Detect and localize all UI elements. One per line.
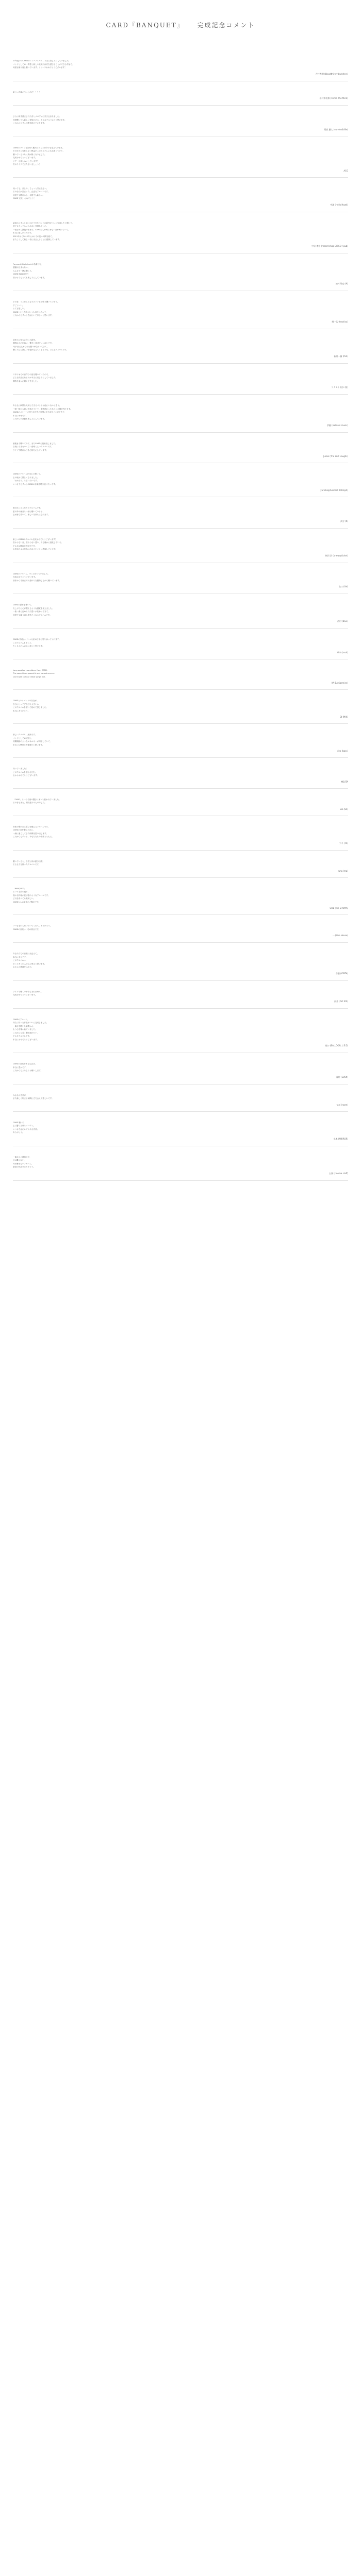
comment-item (13, 212, 348, 253)
page (13, 0, 348, 1181)
comment-text: CARDのアルバム、ずっと待っていました。 完成おめでとうございます。 前作から今作までの道のりを想像しながら聴いています。 (13, 572, 61, 582)
comment-item (13, 943, 348, 981)
comment-item (13, 463, 348, 497)
comment-item (13, 529, 348, 563)
comment-item (13, 291, 348, 329)
comment-item (13, 253, 348, 292)
comment-item (13, 497, 348, 529)
comment-item (13, 629, 348, 659)
title-caption: 完成記念コメント (197, 22, 255, 29)
comment-text: 新しいCARDのアルバム完成おめでとうございます！ 変わらない音、変わらない想い、でも確かに進化している。 そんなCARDが大好きです。 心を揺さぶる作品に出会えたことに感謝しています。 (13, 538, 63, 550)
comment-author: Oda (rock) (337, 651, 348, 654)
comment-author: ツキ (FS) (339, 841, 348, 844)
comment-item (13, 1053, 348, 1084)
comment-author: 山口 (Ilai) (338, 585, 348, 588)
comment-text: 結成からずっと追いかけてきたバンドの新作がついに完成したと聞いて、 居ても立ってもいられない気持ちでした。 一曲目から最後の曲まで、CARDにしか鳴らせない音が鳴っていて、 本当に嬉しかったです。 2011年から2012年にかけての長い時間を経て、 またこうして新しい音に出会えることに感謝しています。 (13, 222, 74, 241)
comment-text: CARDのアルバム、 待ちに待った作品がついに完成しました。 一曲目を聴いた瞬間から、 もう心を奪われていました。 これからも長く聴き続けたい、 そんなアルバムです。 本当におめでとうございます。 (13, 1018, 48, 1041)
comment-text: Long awaited new album from CARD. The sound is as powerful and honest as ever. Can't wait to hear these songs live. (13, 669, 55, 678)
comment-author: MOUTA (340, 780, 348, 783)
comment-text: 一曲目から最後まで、 目が離せない、 耳が離せないアルバム。 最高の作品をありがとう。 (13, 1156, 36, 1168)
comment-author: 新井一樹 (fish) (334, 354, 348, 358)
comment-author: Junko (The Lost Laughs) (323, 455, 348, 457)
comment-text: 聴いていると、自然と体が動き出す。 そんな力を持ったアルバムです。 (13, 860, 44, 866)
comment-text: スタジオでの音作りの話を聞いていたので、 どんな作品になるのか本当に楽しみにしていました。 期待を遥かに超えてきました。 (13, 373, 58, 382)
comment-author: wa (SS) (340, 807, 348, 810)
comment-item (13, 690, 348, 724)
comment-text: 前作から待ちに待った新作。 期待以上の内容に、驚きと喜びでいっぱいです。 1曲1曲に込められた想いが伝わってきて、 聴くたびに新しい景色が見えてくるような、そんなアルバムです。 (13, 338, 69, 351)
comment-text: あなたたちの音楽に出会えて、 本当に幸せです。 このアルバムは、 きっと多くの人の心に残ると思います。 心からの感謝を込めて。 (13, 953, 46, 968)
comment-author: 柏村 敏史 (A) (335, 282, 348, 285)
comment-item (13, 106, 348, 137)
comment-text: CARDのライブを初めて観た日のことを今でも覚えています。 あの日から変わらない熱量がこのアルバムにも詰まっていて、 聴いているうちに胸が熱くなりました。 完成おめでとうございます。 ツアーも楽しみにしています！ 次のライブでまた会いましょう！ (13, 146, 65, 165)
comment-author: 阿部 慶太 (survive/killie) (324, 128, 348, 131)
comment-item (13, 915, 348, 943)
comment-item (13, 724, 348, 758)
comment-item (13, 758, 348, 789)
comment-author: 西村 (blue) (337, 620, 348, 622)
comment-item (13, 364, 348, 395)
comment-text: 最後まで聴いてみて、またCARDに惚れ直しました。 言葉にできないくらい素晴らしいアルバムです。 ライブで聴ける日を心待ちにしています。 (13, 442, 57, 451)
comment-text: ライブで聴くのが待ちきれません。 完成おめでとうございます。 (13, 990, 43, 996)
comment-text: CARDのアルバムが出ると聞いて、 心の底から嬉しくなりました。 「おかえり」と言いたいです。 いつまでもずっとCARDの音楽を聴き続けたいです。 (13, 473, 57, 485)
comment-text: CARDというバンドの存在が、 自分にとってどれだけ大きいか、 このアルバムを聴いて改めて感じました。 本当にありがとう。 (13, 700, 48, 712)
comment-item (13, 433, 348, 464)
comment-item (13, 563, 348, 595)
comment-text: 知ってる。楽しみ。ちょっと気になる〜。 その全てが詰まった、正直なアルバムです。 何度でも聴けるし、何度でも新しい。 CARD 完成、おめでとう！ (13, 187, 50, 199)
comment-item (13, 851, 348, 878)
comment-author: 藤村 (EVEN) (336, 1075, 348, 1078)
comment-author: 武谷 (R) (340, 519, 348, 522)
comment-item (13, 81, 348, 106)
comment-author: KA-BA (jasmine) (331, 682, 348, 684)
comment-item (13, 395, 348, 433)
comment-item (13, 1084, 348, 1112)
comment-item (13, 878, 348, 916)
comment-author: 山村和次郎 (Climb The Mind) (319, 97, 348, 99)
comment-author: kiyo (bass) (337, 750, 348, 752)
title-album: CARD『BANQUET』 (106, 22, 184, 29)
comment-text: 新しいアルバム、最高です。 バンドとしての成熟と、 初期衝動のようなエネルギーが同居していて、 まさにCARDの真骨頂だと思います。 (13, 734, 52, 746)
comment-item (13, 1146, 348, 1181)
comment-author: 堀一弘 (tractiva) (332, 320, 348, 323)
comment-author: 一 (Live House) (332, 934, 348, 937)
comment-author: 水本 (MIRROR) (333, 1137, 348, 1140)
comment-item (13, 178, 348, 212)
comment-author: 中原 孝治 (record shop DISCO / pub) (311, 244, 348, 247)
comment-item (13, 659, 348, 690)
comment-text: CARDの作品は、いつも私の日常に寄り添ってくれます。 このアルバムもきっと、 たくさんの人の心に届くと思います。 (13, 638, 61, 647)
comment-author: 吉村秀樹 (bloodthirsty butchers) (315, 72, 348, 75)
comment-text: 音楽で繋がれる喜びを感じるアルバムです。 CARDの音を聴くたびに、 一緒に過ごしてきた時間を思い出します。 これからもずっと、あなたたちの音楽とともに。 (13, 825, 54, 838)
comment-text: 10年振りのCARDのニューアルバム、本当に楽しみにしていました。 バンドとしての一貫性と新しい挑戦の両方を感じることができる作品で、 何度も繰り返し聴いています。リリースおめでとうございます！ (13, 60, 74, 69)
page-title (13, 21, 348, 29)
comment-text: CARDの音楽がある生活は、 本当に豊かです。 これからもよろしくお願いします。 (13, 1063, 43, 1072)
comment-author: ACO (343, 169, 348, 172)
comment-author: 柿沢 治 (onewayticket) (325, 554, 348, 557)
comment-text: 「BANQUET」 という名前の通り、 様々な料理が並ぶ宴のようなアルバムです。 どれを食べても美味しい。 CARDからの最高のご馳走です。 (13, 887, 50, 903)
comment-author: 伊藤 (Helsinki music) (326, 423, 348, 427)
comment-item (13, 816, 348, 851)
comment-author: 斎藤 (ATATA) (335, 972, 348, 975)
comment-text: 新しい音源がやっと出た！！！！ (13, 91, 41, 93)
comment-author: tuna (mp) (338, 869, 348, 872)
comment-author: yurishop(helicoid 200mph) (320, 489, 348, 492)
comment-list (13, 50, 348, 1181)
comment-text: CARD 聴いた 心に響く言葉とメロディ。 いつもそばにいてくれる音楽。 ありがとう。 (13, 1121, 39, 1133)
comment-text: 待っていました！ このアルバムを聴ける日を。 心からおめでとうございます。 (13, 768, 39, 776)
comment-item (13, 329, 348, 364)
comment-item (13, 1112, 348, 1146)
comment-text: Foreverの Bully Luckの名曲たち、 感動が止まらない。 みんなで一緒に聴こう。 CARD BANQUET! 僕はとてもとても楽しみにしています。 (13, 263, 46, 279)
comment-item (13, 981, 348, 1009)
comment-author: ワタモト (白い服) (331, 386, 348, 388)
comment-item (13, 1009, 348, 1054)
comment-item (13, 137, 348, 178)
comment-text: CARDの新作を聴いて、 久しぶりに心が震えるような感覚を覚えました。 一曲一曲に込められた思いが伝わってきて、 何度でも繰り返し聴きたくなるアルバムです。 (13, 604, 54, 616)
comment-item (13, 789, 348, 816)
comment-text: その音、ミニからとなりのドアまで鳴り響いていそう。 すごくいい。 とても嬉しい。 CARDという存在がいつも身近にあって、 これからもずっとそばにいてほしいと思います。 (13, 301, 59, 316)
comment-author: 古澤 (cinema staff) (329, 1172, 348, 1175)
comment-text: 雨の日にぴったりのアルバムです。 窓の外の雨音と一緒に聴いていると、 心が落ち着いて、優しい気持ちになれます。 (13, 507, 50, 516)
comment-item (13, 594, 348, 629)
comment-author: 高井 (Oct 4th) (334, 999, 348, 1003)
comment-text: あんなに瞬間を大切にできるバンドは他にいないと思う。 一瞬一瞬が大切に刻まれていて、聴き終わったあとに余韻が残ります。 CARDのメンバーが作り出す音の世界にまた浸ることができて、 本当に幸せです。 これからの活動も楽しみにしています。 (13, 404, 72, 420)
comment-text: みんなの音楽が、 また新しく始まる瞬間に立ち会えて嬉しいです。 (13, 1094, 54, 1099)
comment-author: 福の (BALLOON, L.E.D) (325, 1044, 348, 1047)
comment-text: いつも変わらないでいてくれて、ありがとう。 CARDの音楽は、私の原点です。 (13, 925, 52, 930)
comment-author: tani (room) (336, 1103, 348, 1106)
comment-author: GOE (the SHUMA) (330, 907, 348, 909)
comment-author: DJ (MIX) (339, 716, 348, 718)
comment-author: 中澤 (Hello Hawk) (330, 203, 348, 206)
comment-text: 「CARD」という名前の響きにずっと惹かれていました。 その音もまた、期待通りのものでした。 (13, 798, 61, 804)
comment-text: さらに研ぎ澄まされた音とメロディに引き込まれました。 何度聴いても新しい発見がある、そんなアルバムだと思います。 これからもずっと聴き続けていきます。 (13, 115, 67, 124)
comment-item (13, 50, 348, 81)
